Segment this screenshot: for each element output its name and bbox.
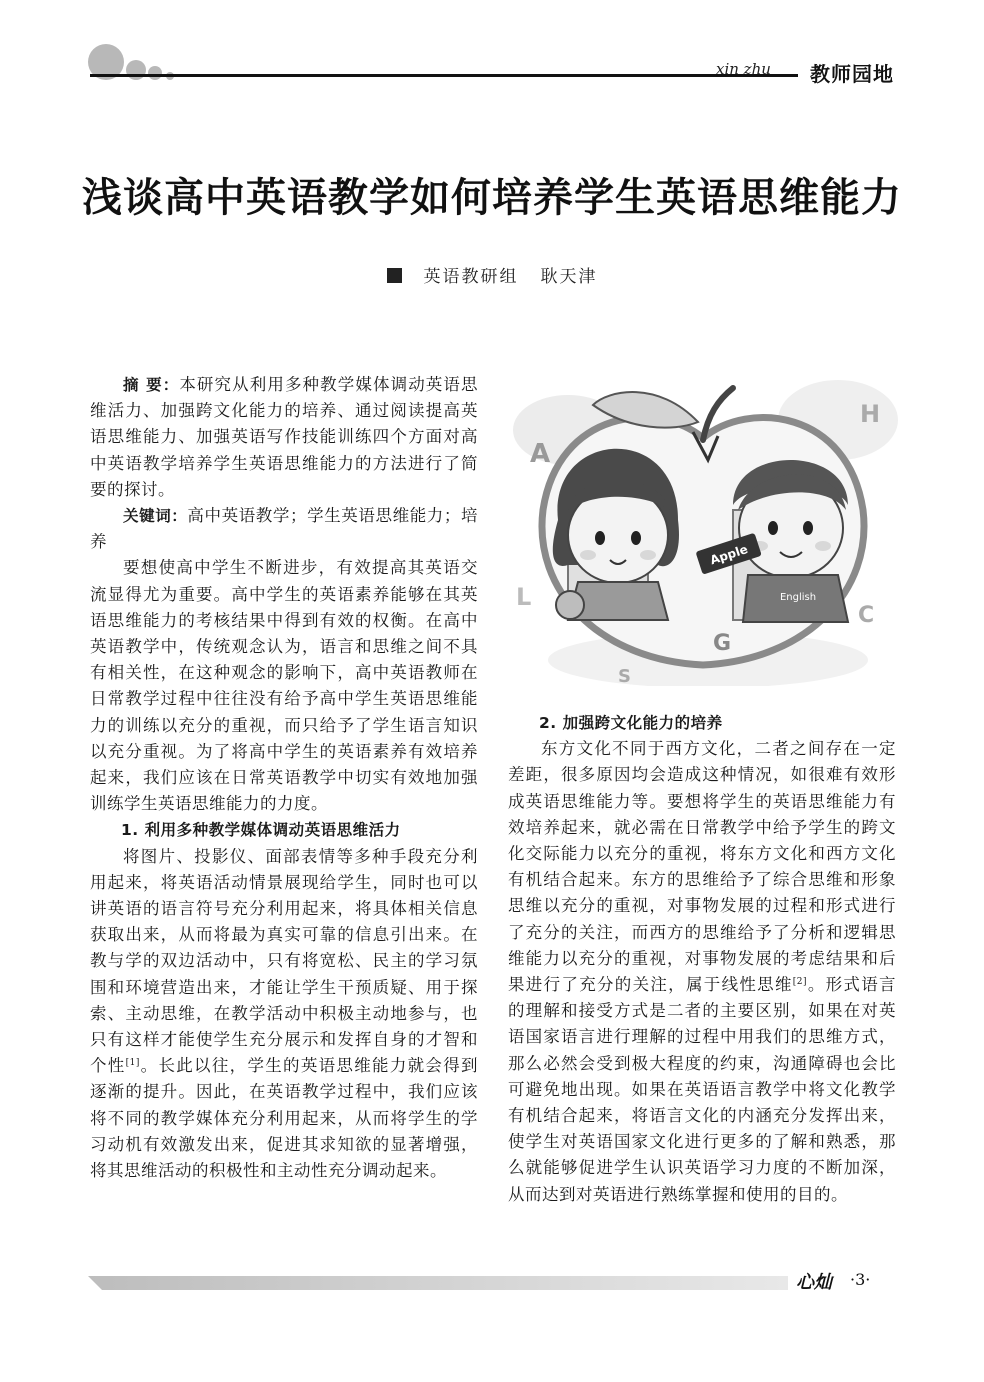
header-pinyin: xin zhu <box>716 60 771 78</box>
footer-brand: 心灿 <box>796 1272 832 1293</box>
abstract-label: 摘 要： <box>123 376 180 394</box>
author-name: 耿天津 <box>540 267 598 287</box>
letter-l: L <box>516 583 532 611</box>
intro-paragraph: 要想使高中学生不断进步，有效提高其英语交流显得尤为重要。高中学生的英语素养能够在其英语思维能力的考核结果中得到有效的权衡。在高中英语教学中，传统观念认为，语言和思维之间不具有相关性，在这种观念的影响下，高中英语教师在日常教学过程中往往没有给予高中学生英语思维能力的训练以充分的重视，而只给予了学生语言知识以充分重视。为了将高中学生的英语素养有效培养起来，我们应该在日常英语教学中切实有效地加强训练学生英语思维能力的力度。 <box>90 558 478 814</box>
abstract-text: 本研究从利用多种教学媒体调动英语思维活力、加强跨文化能力的培养、通过阅读提高英语思维能力、加强英语写作技能训练四个方面对高中英语教学培养学生英语思维能力的方法进行了简要的探讨。 <box>90 375 479 499</box>
letter-c: C <box>858 603 875 628</box>
keywords <box>90 503 478 555</box>
sign-text: Apple <box>708 542 750 568</box>
section2-paragraph: 东方文化不同于西方文化，二者之间存在一定差距，很多原因均会造成这种情况，如很难有效形成英语思维能力等。要想将学生的英语思维能力有效培养起来，就必需在日常教学中给予学生的跨文化交际能力以充分的重视，将东方文化和西方文化有机结合起来。东方的思维给予了综合思维和形象思维以充分的重视，对事物发展的过程和形式进行了充分的关注，而西方的思维给予了分析和逻辑思维能力以充分的重视，对事物发展的考虑结果和后果进行了充分的关注，属于线性思维[2]。形式语言的理解和接受方式是二者的主要区别，如果在对英语国家语言进行理解的过程中用我们的思维方式，那么必然会受到极大程度的约束，沟通障碍也会比可避免地出现。如果在英语语言教学中将文化教学有机结合起来，将语言文化的内涵充分发挥出来，使学生对英语国家文化进行更多的了解和熟悉，那么就能够促进学生认识英语学习力度的不断加深，从而达到对英语进行熟练掌握和使用的目的。 <box>508 739 897 1204</box>
author-unit: 英语教研组 <box>423 267 519 287</box>
letter-g: G <box>713 631 732 656</box>
header-section-title: 教师园地 <box>810 62 894 86</box>
author-line <box>0 262 984 287</box>
page-number: ·3· <box>850 1270 871 1289</box>
abstract <box>90 372 478 503</box>
footer-band <box>88 1276 788 1290</box>
right-column <box>508 710 896 1208</box>
section2-heading: 2. 加强跨文化能力的培养 <box>539 714 723 732</box>
letter-s: S <box>618 666 631 686</box>
letter-h: H <box>860 400 881 428</box>
square-bullet-icon <box>387 268 402 283</box>
shirt-text: English <box>779 592 817 603</box>
page-header <box>0 0 984 110</box>
keywords-label: 关键词： <box>123 507 188 526</box>
article-title: 浅谈高中英语教学如何培养学生英语思维能力 <box>82 174 902 221</box>
letter-a: A <box>530 439 551 469</box>
apple-children-illustration <box>508 360 898 686</box>
left-column <box>90 372 478 1184</box>
decorative-circles <box>88 44 198 84</box>
section1-paragraph: 将图片、投影仪、面部表情等多种手段充分利用起来，将英语活动情景展现给学生，同时也可以讲英语的语言符号充分利用起来，将具体相关信息获取出来，从而将最为真实可靠的信息引出来。在教与学的双边活动中，只有将宽松、民主的学习氛围和环境营造出来，才能让学生干预质疑、用于探索、主动思维，在教学活动中积极主动地参与，也只有这样才能使学生充分展示和发挥自身的才智和个性[1]。长此以往，学生的英语思维能力就会得到逐渐的提升。因此，在英语教学过程中，我们应该将不同的教学媒体充分利用起来，从而将学生的学习动机有效激发出来，促进其求知欲的显著增强，将其思维活动的积极性和主动性充分调动起来。 <box>90 846 479 1181</box>
keywords-text: 高中英语教学；学生英语思维能力；培养 <box>90 506 478 552</box>
header-rule <box>90 74 798 77</box>
section1-heading: 1. 利用多种教学媒体调动英语思维活力 <box>121 821 401 840</box>
reference-2: [2] <box>792 977 808 988</box>
reference-1: [1] <box>125 1058 140 1069</box>
